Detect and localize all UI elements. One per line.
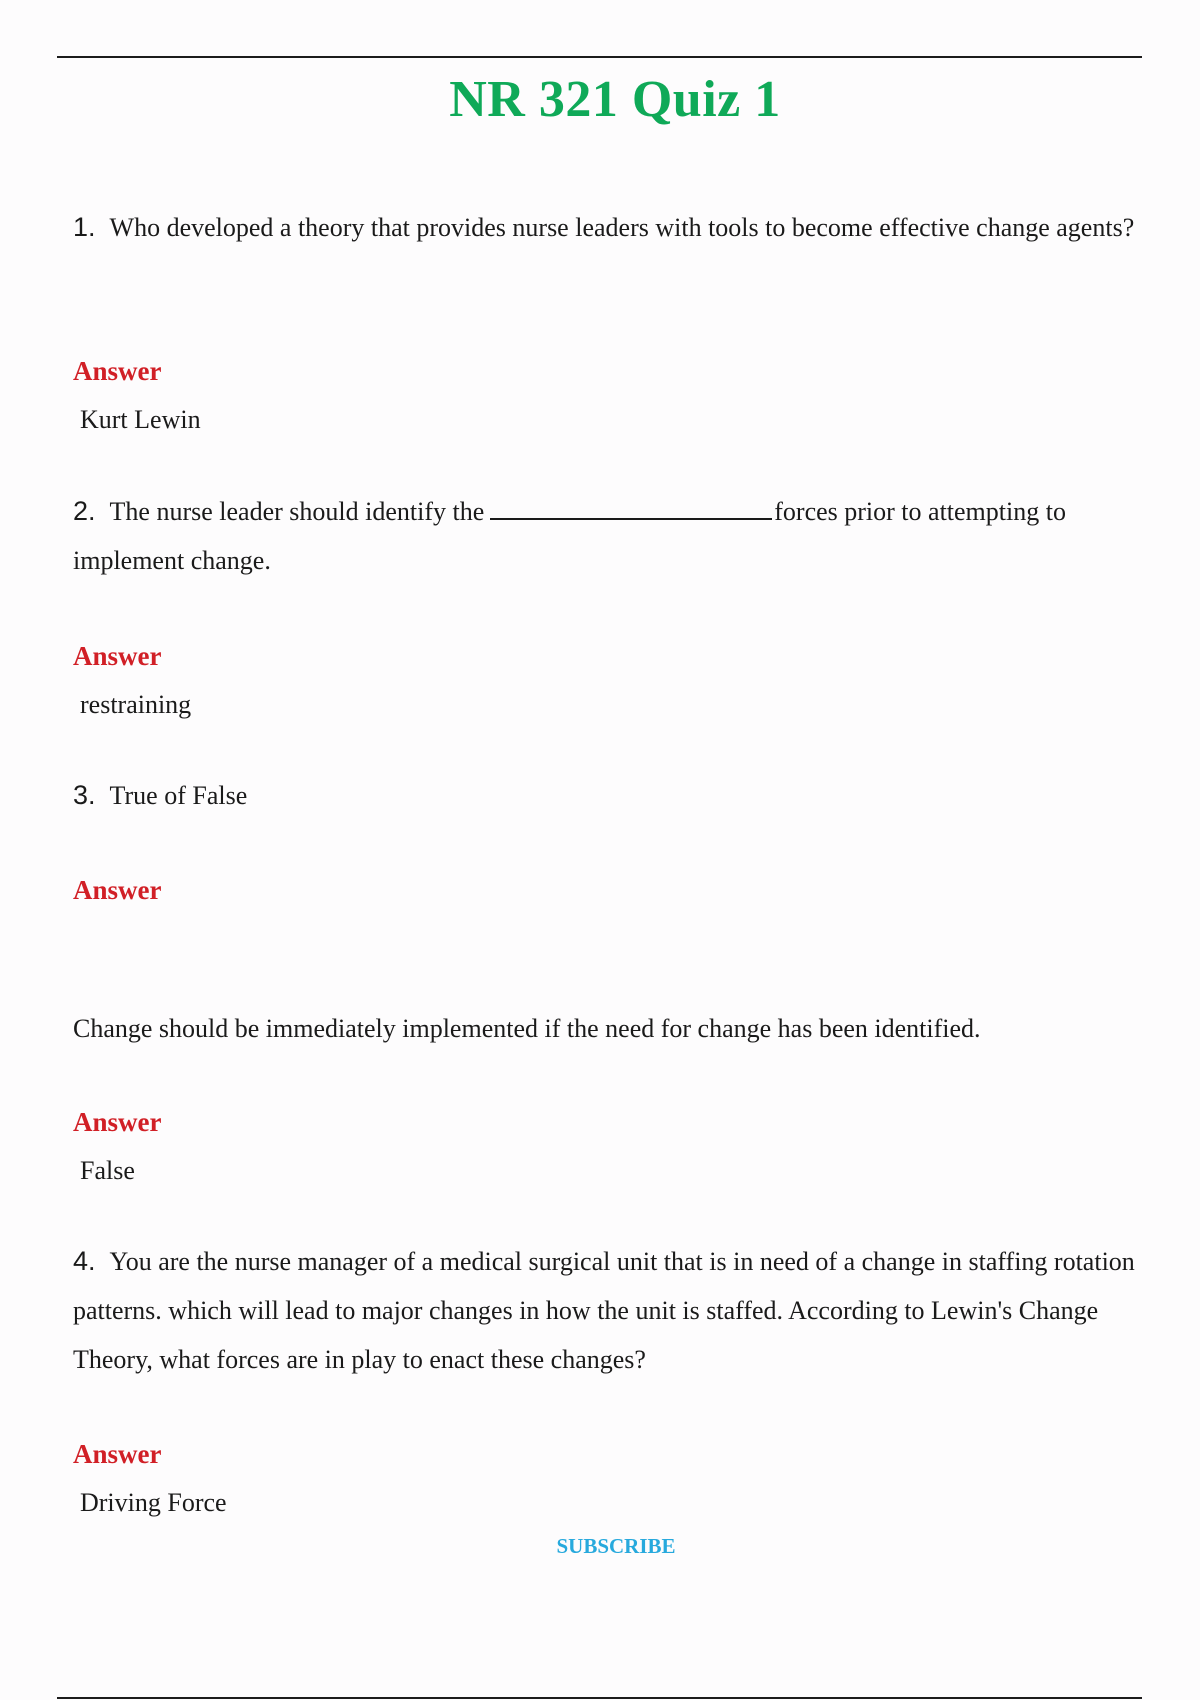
bottom-divider <box>57 1697 1142 1699</box>
question-text-before-blank: The nurse leader should identify the <box>109 497 485 526</box>
question-number: 1. <box>73 212 96 242</box>
question-2 <box>73 487 1143 585</box>
question-number: 2. <box>73 496 96 526</box>
question-text-after-blank: forces prior to attempting to implement change. <box>73 497 1066 575</box>
top-divider <box>57 56 1142 58</box>
answer-label: Answer <box>73 875 162 905</box>
question-3 <box>73 771 1143 820</box>
true-false-statement: Change should be immediately implemented if the need for change has been identified. <box>73 1014 981 1043</box>
question-1 <box>73 203 1143 252</box>
answer-label: Answer <box>73 1107 162 1137</box>
subscribe-link[interactable]: SUBSCRIBE <box>556 1534 676 1558</box>
answer-value: Driving Force <box>80 1488 227 1517</box>
answer-label: Answer <box>73 356 162 386</box>
question-4 <box>73 1237 1143 1384</box>
question-text: True of False <box>109 781 248 810</box>
answer-label: Answer <box>73 641 162 671</box>
fill-in-blank <box>490 490 772 520</box>
answer-value: restraining <box>80 690 192 719</box>
page-title: NR 321 Quiz 1 <box>449 71 781 128</box>
question-number: 3. <box>73 780 96 810</box>
question-number: 4. <box>73 1246 96 1276</box>
answer-label: Answer <box>73 1439 162 1469</box>
question-text: You are the nurse manager of a medical surgical unit that is in need of a change in staffing rotation patterns. which will lead to major changes in how the unit is staffed. According to Lewin's Change Theory, what forces are in play to enact these changes? <box>73 1247 1135 1374</box>
answer-value: False <box>80 1156 135 1185</box>
question-text: Who developed a theory that provides nurse leaders with tools to become effective change agents? <box>109 213 1135 242</box>
answer-value: Kurt Lewin <box>80 405 201 434</box>
